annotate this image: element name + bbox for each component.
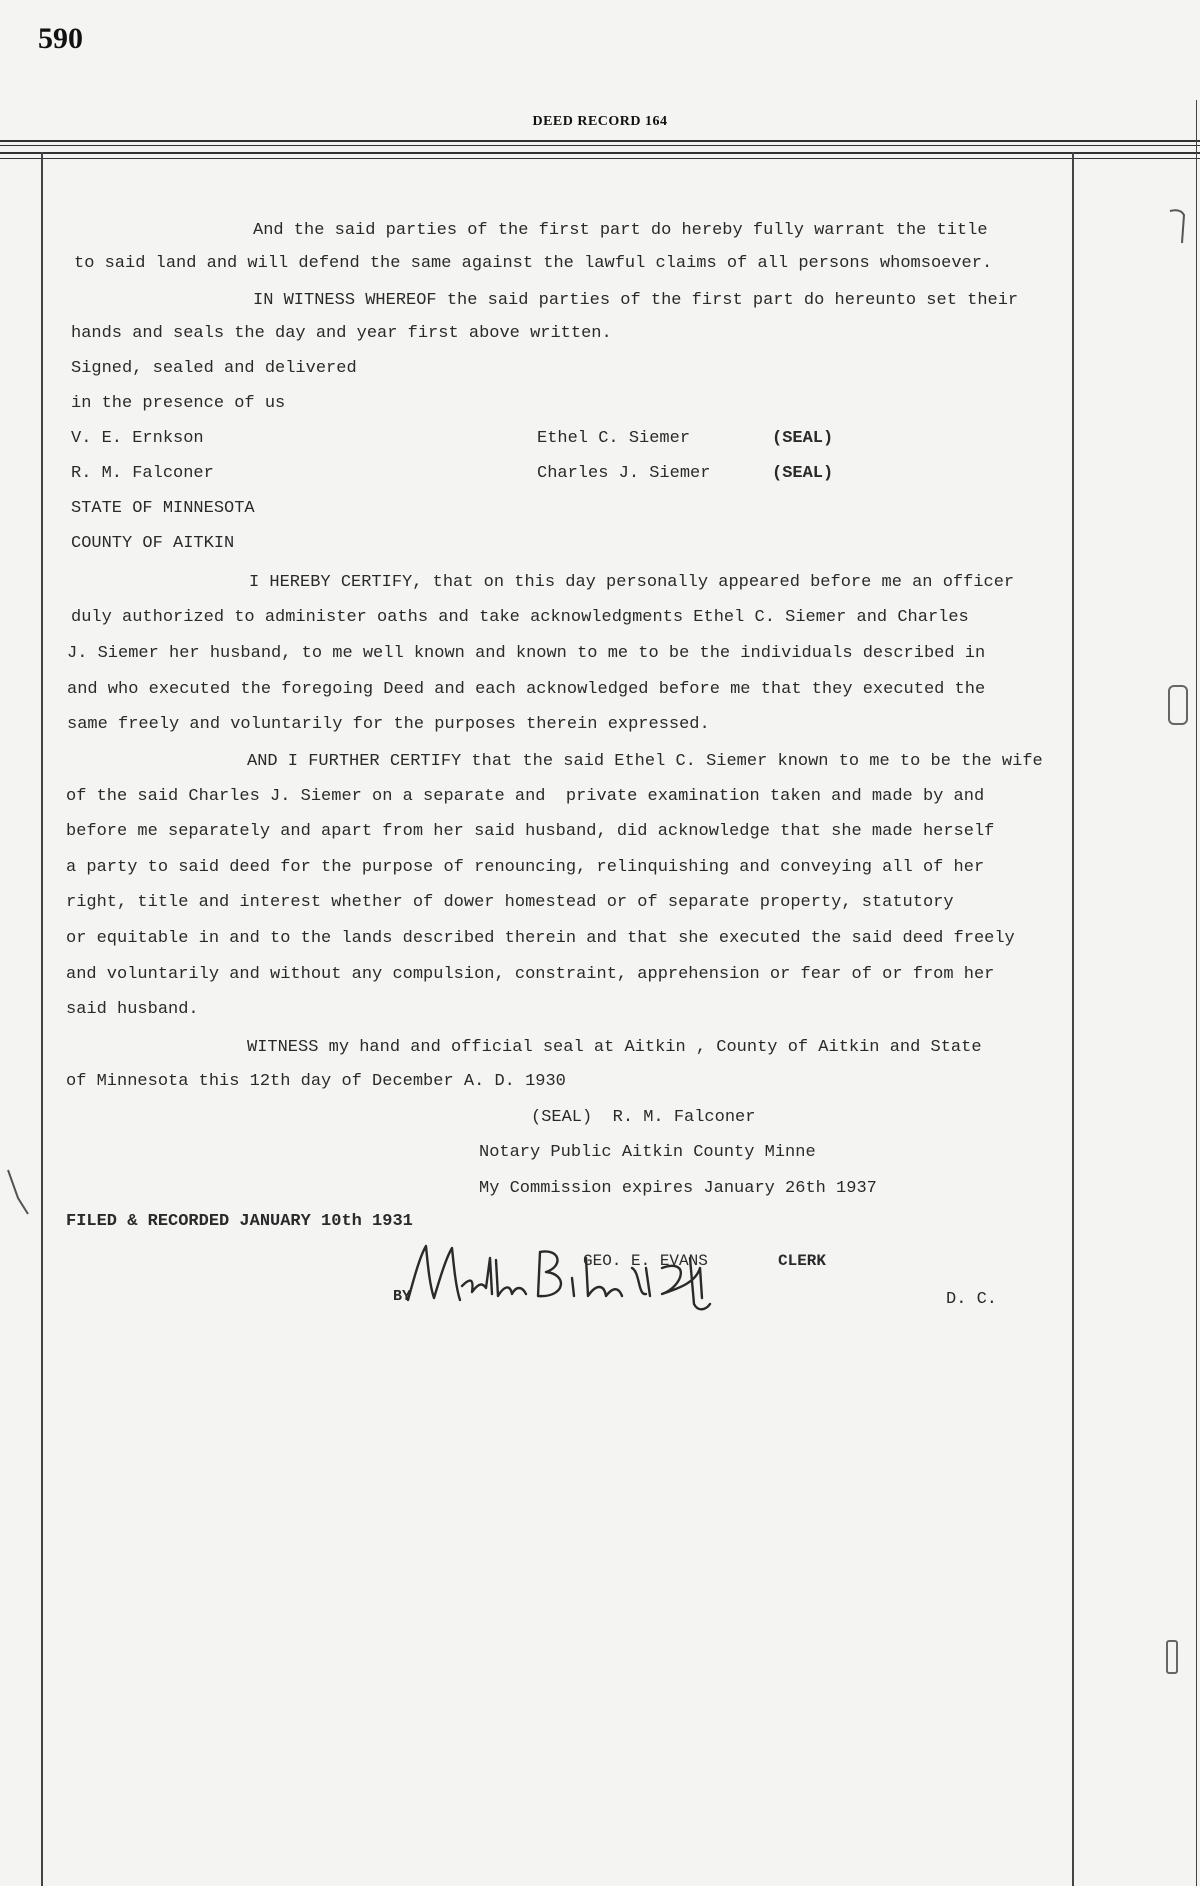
- certify-line: same freely and voluntarily for the purposes therein expressed.: [67, 715, 710, 734]
- header-rule: [0, 145, 1200, 146]
- certify-line: a party to said deed for the purpose of renouncing, relinquishing and conveying all of her: [66, 858, 985, 877]
- margin-tick: [1168, 205, 1190, 245]
- certify-line: of the said Charles J. Siemer on a separate and private examination taken and made by and: [66, 787, 985, 806]
- certify-line: I HEREBY CERTIFY, that on this day personally appeared before me an officer: [249, 573, 1015, 592]
- certify-line: J. Siemer her husband, to me well known and known to me to be the individuals described in: [67, 644, 986, 663]
- record-header: DEED RECORD 164: [532, 114, 668, 129]
- body-line: to said land and will defend the same against the lawful claims of all persons whomsoever.: [74, 254, 993, 273]
- header-rule: [0, 158, 1200, 159]
- body-line: hands and seals the day and year first above written.: [71, 324, 612, 343]
- body-line: And the said parties of the first part do hereby fully warrant the title: [253, 221, 988, 240]
- witness-name: R. M. Falconer: [71, 464, 214, 483]
- by-label: BY: [393, 1288, 412, 1305]
- certify-line: of Minnesota this 12th day of December A. D. 1930: [66, 1072, 566, 1091]
- deputy-signature: [400, 1238, 730, 1318]
- right-edge-line: [1196, 100, 1197, 1886]
- notary-seal-line: (SEAL) R. M. Falconer: [531, 1108, 756, 1127]
- body-line: IN WITNESS WHEREOF the said parties of the first part do hereunto set their: [253, 291, 1019, 310]
- signer-name: Charles J. Siemer: [537, 464, 711, 483]
- margin-mark: [1168, 685, 1188, 725]
- certify-line: AND I FURTHER CERTIFY that the said Ethel C. Siemer known to me to be the wife: [247, 752, 1043, 771]
- certify-line: and voluntarily and without any compulsion, constraint, apprehension or fear of or from her: [66, 965, 995, 984]
- clerk-label: CLERK: [778, 1252, 827, 1270]
- seal-mark: (SEAL): [772, 429, 834, 448]
- certify-line: duly authorized to administer oaths and take acknowledgments Ethel C. Siemer and Charles: [71, 608, 969, 627]
- right-margin-line: [1072, 152, 1074, 1886]
- page-number: 590: [38, 22, 83, 55]
- certify-line: and who executed the foregoing Deed and each acknowledged before me that they executed the: [67, 680, 986, 699]
- margin-tick: [6, 1168, 30, 1218]
- clerk-name: GEO. E. EVANS: [583, 1252, 708, 1270]
- venue-county: COUNTY OF AITKIN: [71, 534, 235, 553]
- notary-title: Notary Public Aitkin County Minne: [479, 1143, 816, 1162]
- witness-name: V. E. Ernkson: [71, 429, 204, 448]
- header-rule: [0, 152, 1200, 154]
- seal-mark: (SEAL): [772, 464, 834, 483]
- filed-recorded: FILED & RECORDED JANUARY 10th 1931: [66, 1212, 413, 1231]
- certify-line: or equitable in and to the lands described therein and that she executed the said deed freely: [66, 929, 1015, 948]
- notary-commission: My Commission expires January 26th 1937: [479, 1179, 877, 1198]
- body-line: in the presence of us: [71, 394, 286, 413]
- certify-line: before me separately and apart from her said husband, did acknowledge that she made herself: [66, 822, 995, 841]
- signer-name: Ethel C. Siemer: [537, 429, 691, 448]
- header-rule: [0, 140, 1200, 142]
- venue-state: STATE OF MINNESOTA: [71, 499, 255, 518]
- deputy-clerk-label: D. C.: [946, 1290, 998, 1309]
- certify-line: said husband.: [66, 1000, 199, 1019]
- certify-line: WITNESS my hand and official seal at Aitkin , County of Aitkin and State: [247, 1038, 982, 1057]
- body-line: Signed, sealed and delivered: [71, 359, 357, 378]
- margin-mark: [1166, 1640, 1178, 1674]
- certify-line: right, title and interest whether of dower homestead or of separate property, statutory: [66, 893, 954, 912]
- left-margin-line: [41, 152, 43, 1886]
